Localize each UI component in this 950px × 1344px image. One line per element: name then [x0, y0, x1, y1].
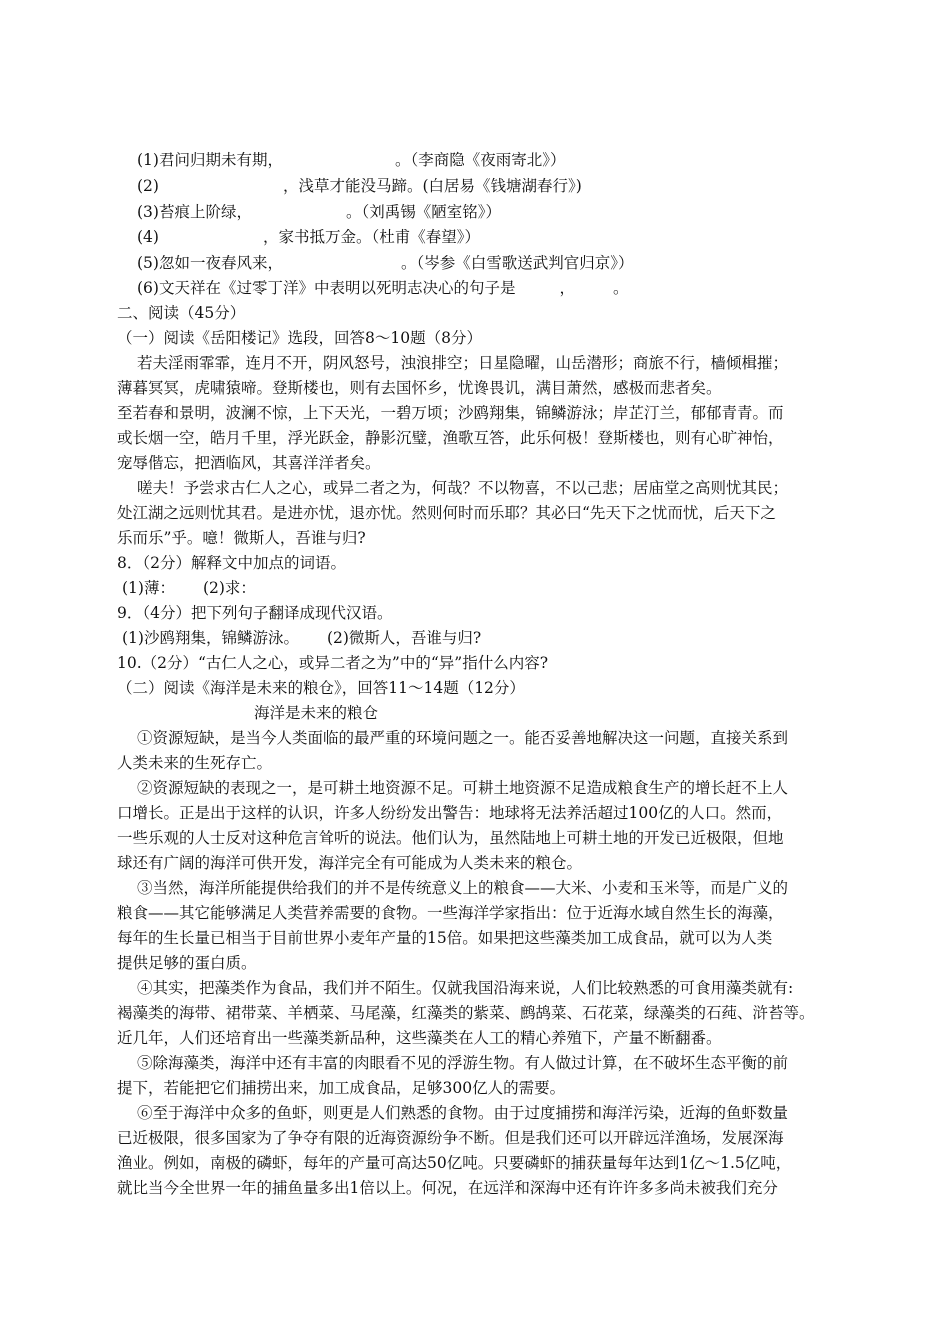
- question-9-items: (1)沙鸥翔集，锦鳞游泳。 (2)微斯人，吾谁与归?: [122, 629, 482, 647]
- part2-heading: （二）阅读《海洋是未来的粮仓》，回答11～14题（12分）: [117, 679, 525, 697]
- article-line: 口增长。正是出于这样的认识，许多人纷纷发出警告：地球将无法养活超过100亿的人口。然而，: [117, 804, 783, 822]
- question-10: 10.（2分）“古仁人之心，或异二者之为”中的“异”指什么内容?: [117, 654, 549, 672]
- recitation-item-2: (2) ，浅草才能没马蹄。(白居易《钱塘湖春行》): [137, 177, 582, 195]
- article-line: 提供足够的蛋白质。: [117, 954, 257, 972]
- article-line: 就比当今全世界一年的捕鱼量多出1倍以上。何况，在远洋和深海中还有许许多多尚未被我们充分: [117, 1179, 778, 1197]
- article-line: 球还有广阔的海洋可供开发，海洋完全有可能成为人类未来的粮仓。: [117, 854, 583, 872]
- passage-line: 嗟夫！予尝求古仁人之心，或异二者之为，何哉？不以物喜，不以己悲；居庙堂之高则忧其民；: [137, 479, 789, 497]
- passage-line: 乐而乐”乎。噫！微斯人，吾谁与归?: [117, 529, 366, 547]
- passage-line: 处江湖之远则忧其君。是进亦忧，退亦忧。然则何时而乐耶？其必曰“先天下之忧而忧，后天下之: [117, 504, 776, 522]
- passage-line: 宠辱偕忘，把酒临风，其喜洋洋者矣。: [117, 454, 381, 472]
- passage-line: 若夫淫雨霏霏，连月不开，阴风怒号，浊浪排空；日星隐曜，山岳潜形；商旅不行，樯倾楫摧；: [137, 354, 789, 372]
- recitation-item-5: (5)忽如一夜春风来， 。（岑参《白雪歌送武判官归京》）: [137, 254, 634, 272]
- recitation-item-1: (1)君问归期未有期， 。（李商隐《夜雨寄北》）: [137, 151, 566, 169]
- part1-heading: （一）阅读《岳阳楼记》选段，回答8～10题（8分）: [117, 329, 482, 347]
- article-line: 近几年，人们还培育出一些藻类新品种，这些藻类在人工的精心养殖下，产量不断翻番。: [117, 1029, 722, 1047]
- article-line: 人类未来的生死存亡。: [117, 754, 273, 772]
- article-line: ⑤除海藻类，海洋中还有丰富的肉眼看不见的浮游生物。有人做过计算，在不破坏生态平衡的前: [137, 1054, 789, 1072]
- recitation-item-3: (3)苔痕上阶绿， 。（刘禹锡《陋室铭》）: [137, 203, 501, 221]
- recitation-item-4: (4) ，家书抵万金。（杜甫《春望》）: [137, 228, 480, 246]
- article-line: 每年的生长量已相当于目前世界小麦年产量的15倍。如果把这些藻类加工成食品，就可以为人类: [117, 929, 773, 947]
- article-line: 一些乐观的人士反对这种危言耸听的说法。他们认为，虽然陆地上可耕土地的开发已近极限，但地: [117, 829, 784, 847]
- article-line: 粮食——其它能够满足人类营养需要的食物。一些海洋学家指出：位于近海水域自然生长的海藻，: [117, 904, 784, 922]
- article-line: 提下，若能把它们捕捞出来，加工成食品，足够300亿人的需要。: [117, 1079, 566, 1097]
- article-line: ③当然，海洋所能提供给我们的并不是传统意义上的粮食——大米、小麦和玉米等，而是广义的: [137, 879, 789, 897]
- passage-line: 薄暮冥冥，虎啸猿啼。登斯楼也，则有去国怀乡，忧谗畏讥，满目萧然，感极而悲者矣。: [117, 379, 722, 397]
- question-8-items: (1)薄： (2)求：: [122, 579, 256, 597]
- article-line: ⑥至于海洋中众多的鱼虾，则更是人们熟悉的食物。由于过度捕捞和海洋污染，近海的鱼虾数量: [137, 1104, 789, 1122]
- article-title: 海洋是未来的粮仓: [254, 704, 379, 722]
- passage-line: 至若春和景明，波澜不惊，上下天光，一碧万顷；沙鸥翔集，锦鳞游泳；岸芷汀兰，郁郁青青。而: [117, 404, 784, 422]
- recitation-item-6: (6)文天祥在《过零丁洋》中表明以死明志决心的句子是 ， 。: [137, 279, 629, 297]
- article-line: 渔业。例如，南极的磷虾，每年的产量可高达50亿吨。只要磷虾的捕获量每年达到1亿～1.5亿吨，: [117, 1154, 792, 1172]
- section-heading: 二、阅读（45分）: [117, 304, 246, 322]
- article-line: ②资源短缺的表现之一，是可耕土地资源不足。可耕土地资源不足造成粮食生产的增长赶不上人: [137, 779, 789, 797]
- passage-line: 或长烟一空，皓月千里，浮光跃金，静影沉璧，渔歌互答，此乐何极！登斯楼也，则有心旷神怡，: [117, 429, 784, 447]
- article-line: ④其实，把藻类作为食品，我们并不陌生。仅就我国沿海来说，人们比较熟悉的可食用藻类就有:: [137, 979, 794, 997]
- article-line: 已近极限，很多国家为了争夺有限的近海资源纷争不断。但是我们还可以开辟远洋渔场，发展深海: [117, 1129, 784, 1147]
- question-9: 9．（4分）把下列句子翻译成现代汉语。: [117, 604, 393, 622]
- article-line: 褐藻类的海带、裙带菜、羊栖菜、马尾藻，红藻类的紫菜、鹧鸪菜、石花菜，绿藻类的石莼、浒苔等。: [117, 1004, 815, 1022]
- question-8: 8．（2分）解释文中加点的词语。: [117, 554, 346, 572]
- article-line: ①资源短缺，是当今人类面临的最严重的环境问题之一。能否妥善地解决这一问题，直接关系到: [137, 729, 789, 747]
